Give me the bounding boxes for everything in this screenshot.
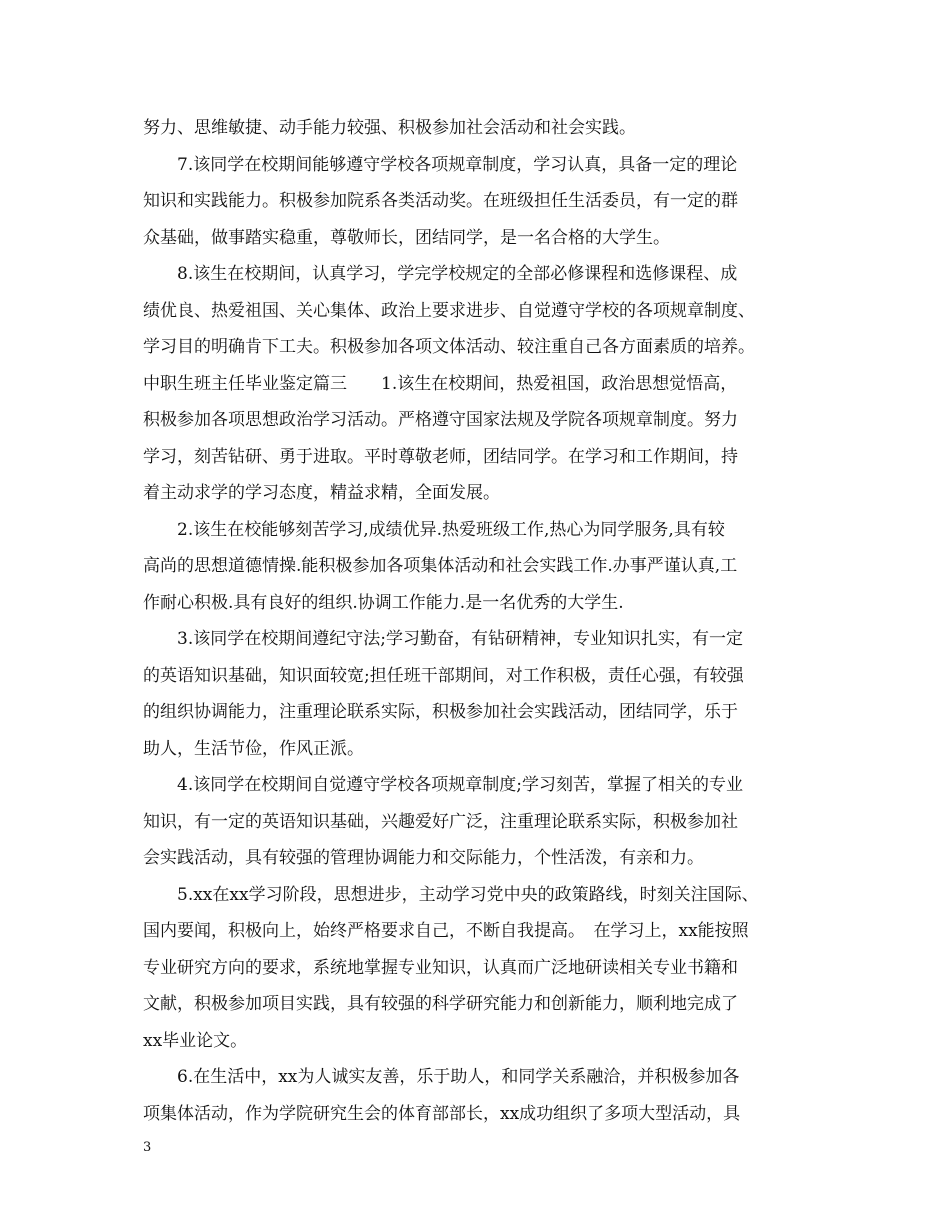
text-line: 中职生班主任毕业鉴定篇三 1.该生在校期间，热爱祖国，政治思想觉悟高， xyxy=(143,373,738,394)
text-line: 作耐心积极.具有良好的组织.协调工作能力.是一名优秀的大学生. xyxy=(143,592,624,613)
text-line: 知识，有一定的英语知识基础，兴趣爱好广泛，注重理论联系实际，积极参加社 xyxy=(143,811,738,832)
text-line: 学习目的明确肯下工夫。积极参加各项文体活动、较注重自己各方面素质的培养。 xyxy=(143,337,755,357)
text-line: 学习，刻苦钻研、勇于进取。平时尊敬老师，团结同学。在学习和工作期间，持 xyxy=(143,446,738,467)
text-line: 的组织协调能力，注重理论联系实际，积极参加社会实践活动，团结同学，乐于 xyxy=(143,702,738,722)
text-line: 4.该同学在校期间自觉遵守学校各项规章制度;学习刻苦，掌握了相关的专业 xyxy=(143,775,743,795)
text-line: 3.该同学在校期间遵纪守法;学习勤奋，有钻研精神，专业知识扎实，有一定 xyxy=(143,629,743,649)
text-line: 国内要闻，积极向上，始终严格要求自己，不断自我提高。 在学习上，xx能按照 xyxy=(143,921,749,941)
text-line: 的英语知识基础，知识面较宽;担任班干部期间，对工作积极，责任心强，有较强 xyxy=(143,665,744,686)
text-line: 助人，生活节俭，作风正派。 xyxy=(143,738,364,759)
text-line: 专业研究方向的要求，系统地掌握专业知识，认真而广泛地研读相关专业书籍和 xyxy=(143,957,738,978)
text-line: 积极参加各项思想政治学习活动。严格遵守国家法规及学院各项规章制度。努力 xyxy=(143,410,738,430)
text-line: 8.该生在校期间，认真学习，学完学校规定的全部必修课程和选修课程、成 xyxy=(143,264,738,284)
text-line: 着主动求学的学习态度，精益求精，全面发展。 xyxy=(143,483,500,503)
text-line: 2.该生在校能够刻苦学习,成绩优异.热爱班级工作,热心为同学服务,具有较 xyxy=(143,519,725,540)
text-line: 会实践活动，具有较强的管理协调能力和交际能力，个性活泼，有亲和力。 xyxy=(143,848,704,868)
text-line: 高尚的思想道德情操.能积极参加各项集体活动和社会实践工作.办事严谨认真,工 xyxy=(143,556,738,576)
body-text xyxy=(143,110,810,1132)
text-line: 7.该同学在校期间能够遵守学校各项规章制度，学习认真，具备一定的理论 xyxy=(143,154,738,175)
text-line: xx毕业论文。 xyxy=(143,1030,248,1051)
text-line: 知识和实践能力。积极参加院系各类活动奖。在班级担任生活委员，有一定的群 xyxy=(143,191,738,211)
text-line: 文献，积极参加项目实践，具有较强的科学研究能力和创新能力，顺利地完成了 xyxy=(143,994,738,1014)
text-line: 项集体活动，作为学院研究生会的体育部部长，xx成功组织了多项大型活动，具 xyxy=(143,1103,741,1124)
text-line: 努力、思维敏捷、动手能力较强、积极参加社会活动和社会实践。 xyxy=(143,118,636,138)
text-line: 5.xx在xx学习阶段，思想进步，主动学习党中央的政策路线，时刻关注国际、 xyxy=(143,884,759,905)
page-number: 3 xyxy=(143,1140,152,1155)
text-line: 6.在生活中，xx为人诚实友善，乐于助人，和同学关系融洽，并积极参加各 xyxy=(143,1067,740,1087)
text-line: 众基础，做事踏实稳重，尊敬师长，团结同学，是一名合格的大学生。 xyxy=(143,227,670,248)
text-line: 绩优良、热爱祖国、关心集体、政治上要求进步、自觉遵守学校的各项规章制度、 xyxy=(143,300,755,321)
